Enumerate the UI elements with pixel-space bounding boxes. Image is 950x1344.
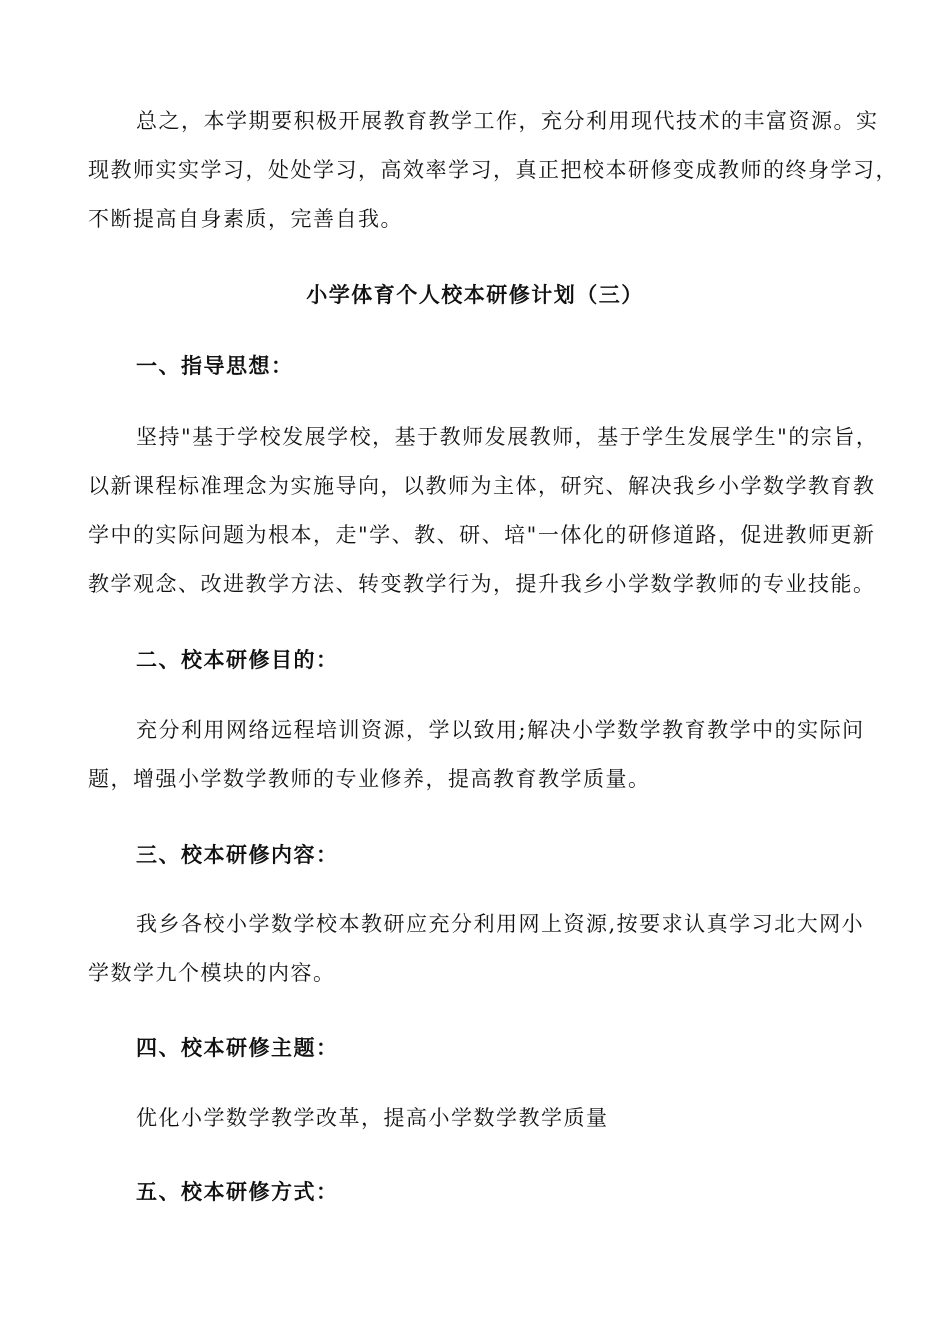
paragraph-line: 学中的实际问题为根本，走"学、教、研、培"一体化的研修道路，促进教师更新 — [88, 523, 876, 547]
paragraph-line: 总之，本学期要积极开展教育教学工作，充分利用现代技术的丰富资源。实 — [136, 109, 879, 133]
paragraph-line: 不断提高自身素质，完善自我。 — [88, 207, 403, 231]
section-paragraph-purpose — [88, 706, 878, 804]
paragraph-line: 以新课程标准理念为实施导向，以教师为主体，研究、解决我乡小学数学教育教 — [88, 474, 876, 498]
section-heading-method: 五、校本研修方式： — [136, 1179, 339, 1204]
paragraph-line: 优化小学数学教学改革，提高小学数学教学质量 — [136, 1106, 609, 1130]
section-heading-guiding-ideology: 一、指导思想： — [136, 353, 294, 378]
section-paragraph-content — [88, 900, 878, 998]
paragraph-line: 现教师实实学习，处处学习，高效率学习，真正把校本研修变成教师的终身学习， — [88, 158, 898, 182]
paragraph-line: 充分利用网络远程培训资源，学以致用;解决小学数学教育教学中的实际问 — [136, 718, 865, 742]
document-title: 小学体育个人校本研修计划（三） — [306, 282, 644, 307]
paragraph-line: 我乡各校小学数学校本教研应充分利用网上资源,按要求认真学习北大网小 — [136, 912, 865, 936]
section-paragraph-theme — [88, 1094, 878, 1143]
paragraph-line: 学数学九个模块的内容。 — [88, 961, 336, 985]
paragraph-line: 坚持"基于学校发展学校，基于教师发展教师，基于学生发展学生"的宗旨， — [136, 425, 879, 449]
section-paragraph-guiding-ideology — [88, 413, 878, 609]
section-heading-purpose: 二、校本研修目的： — [136, 647, 339, 672]
section-heading-theme: 四、校本研修主题： — [136, 1035, 339, 1060]
paragraph-line: 题，增强小学数学教师的专业修养，提高教育教学质量。 — [88, 767, 651, 791]
section-heading-content: 三、校本研修内容： — [136, 842, 339, 867]
paragraph-line: 教学观念、改进教学方法、转变教学行为，提升我乡小学数学教师的专业技能。 — [88, 572, 876, 596]
intro-paragraph — [88, 97, 898, 244]
